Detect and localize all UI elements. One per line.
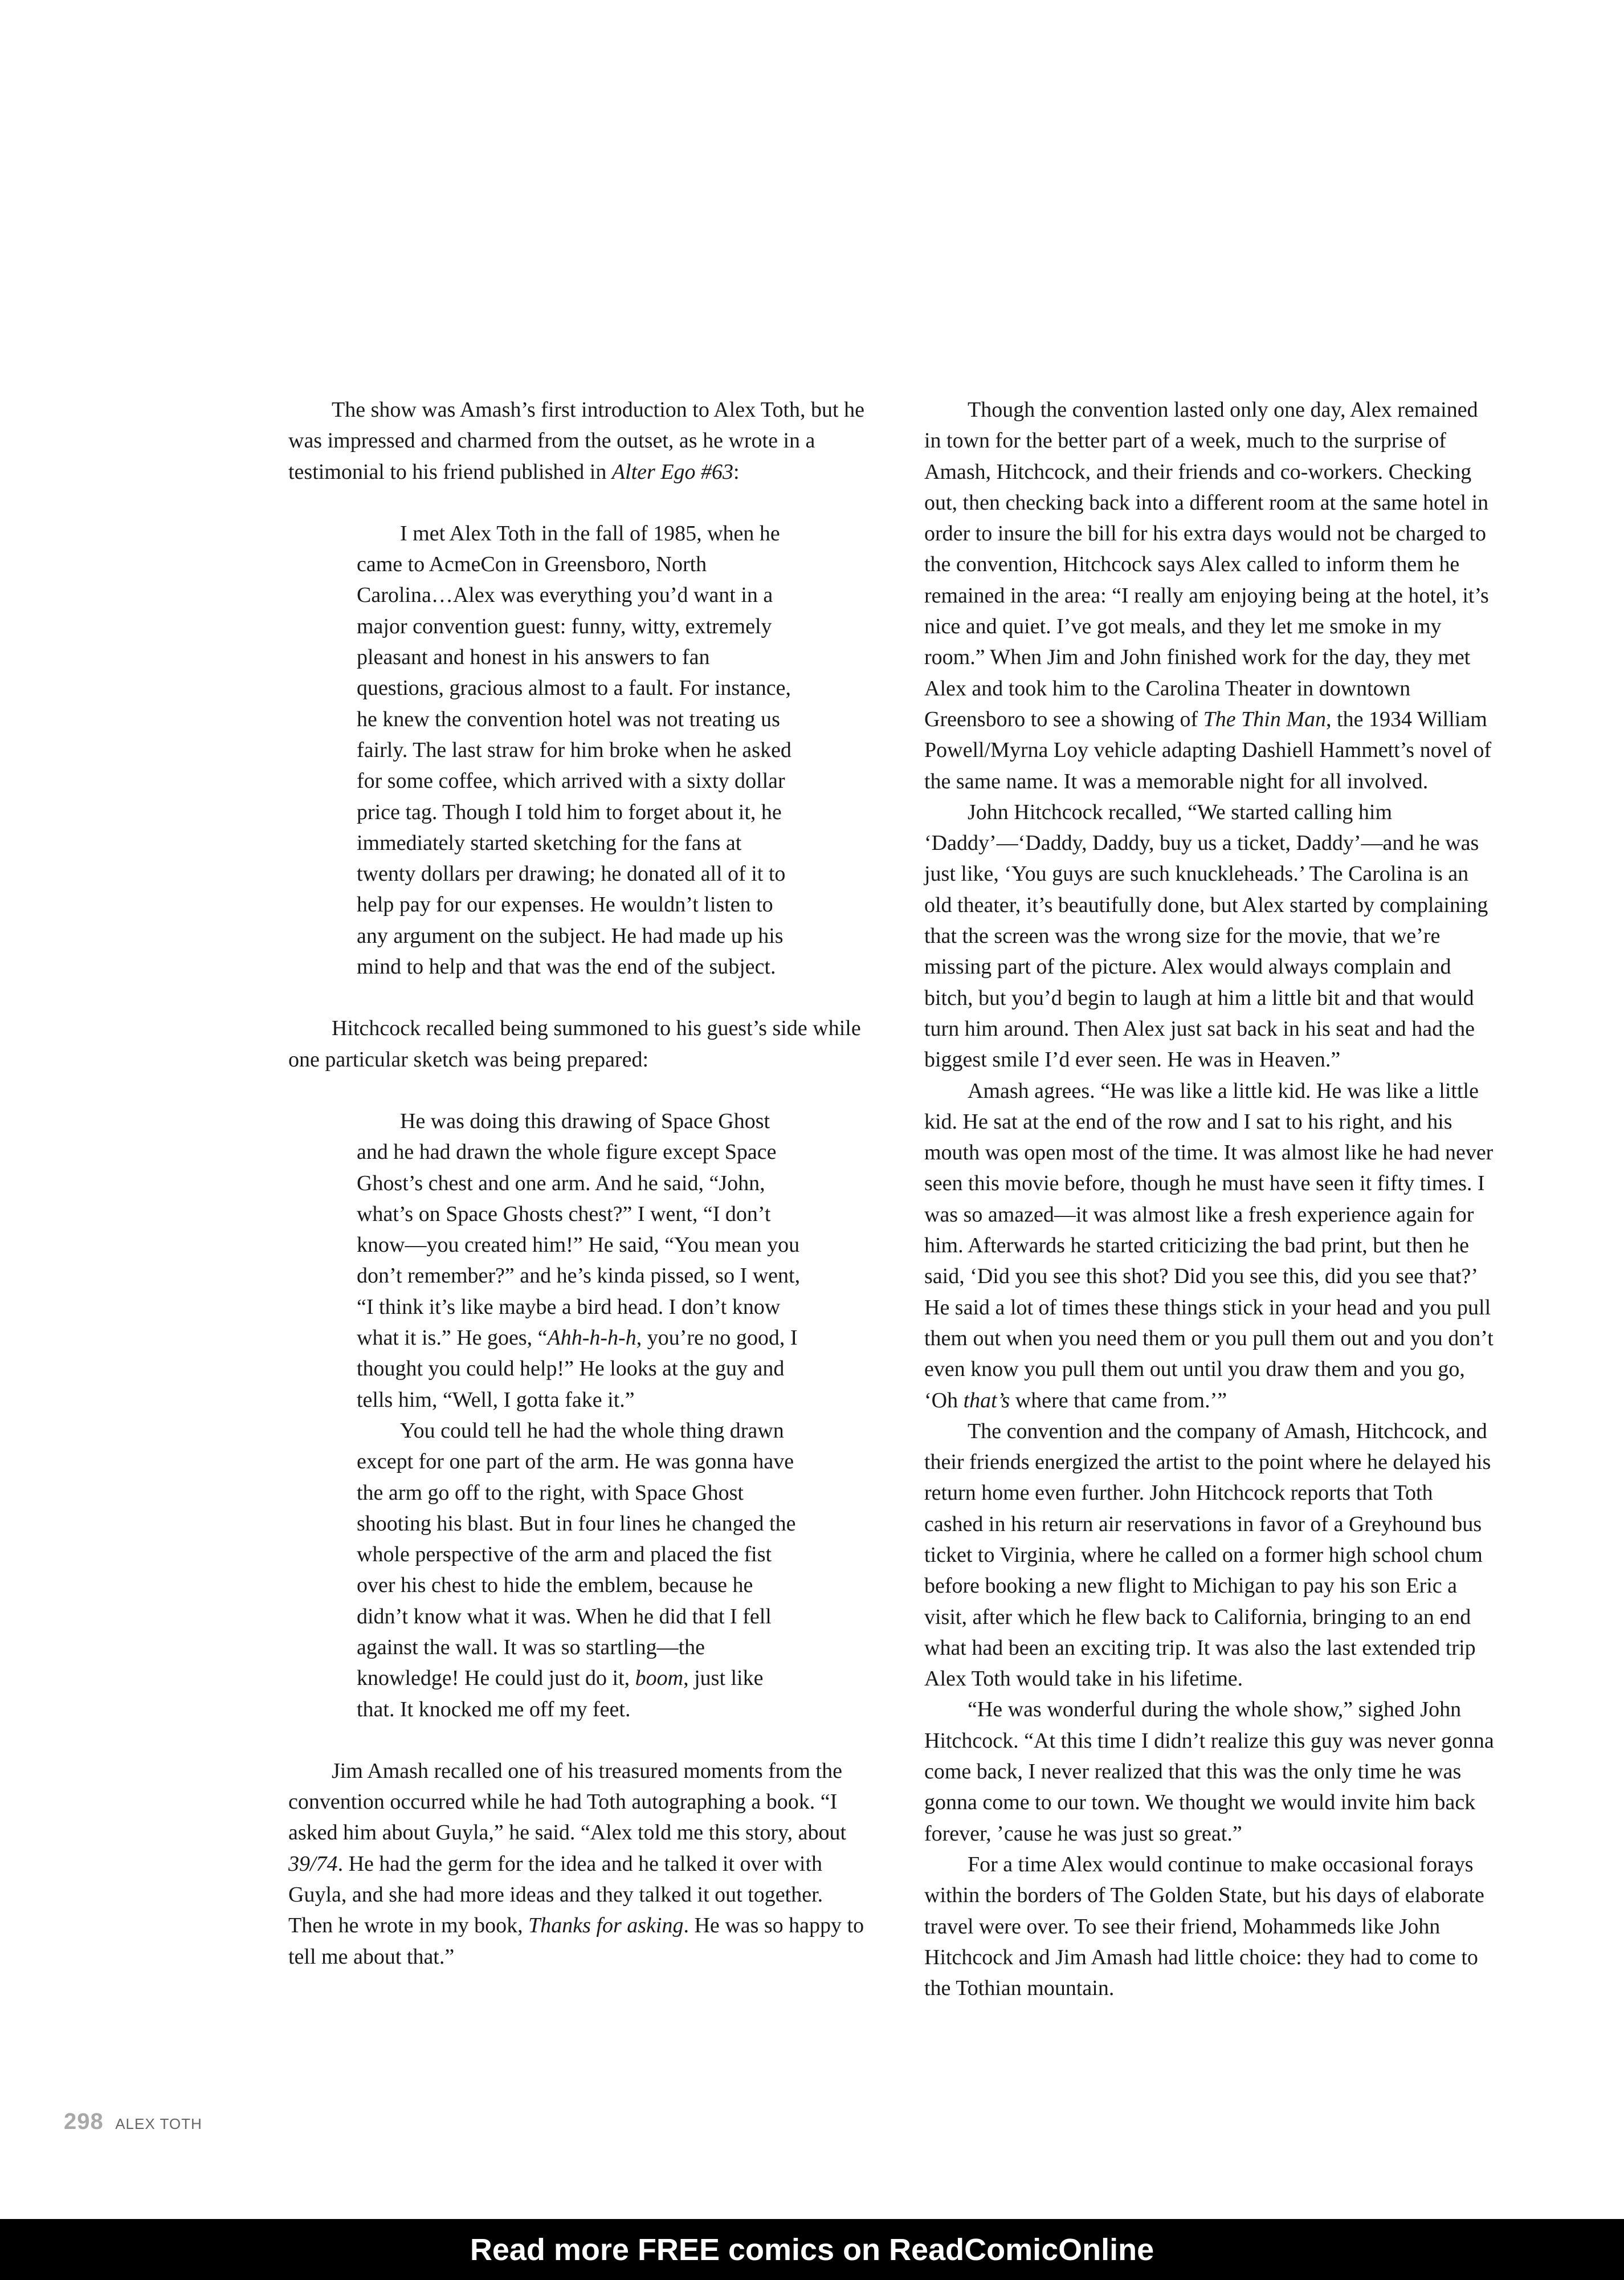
- right-column: [924, 394, 1494, 2004]
- paragraph: Hitchcock recalled being summoned to his guest’s side while one particular sketch was being prepared:: [288, 1016, 861, 1072]
- page-number: 298: [64, 2109, 104, 2134]
- paragraph: For a time Alex would continue to make occasional forays within the borders of The Golden State, but his days of elaborate travel were over. To see their friend, Mohammeds like John Hitchcock and Jim Amash had little choice: they had to come to the Tothian mountain.: [924, 1852, 1484, 2001]
- paragraph: John Hitchcock recalled, “We started calling him ‘Daddy’—‘Daddy, Daddy, buy us a ticket, Daddy’—and he was just like, ‘You guys are such knuckleheads.’ The Carolina is an old theater, it’s beautifully done, but Alex started by complaining that the screen was the wrong size for the movie, that we’re missing part of the picture. Alex would always complain and bitch, but you’d begin to laugh at him a little bit and that would turn him around. Then Alex just sat back in his seat and had the biggest smile I’d ever seen. He was in Heaven.”: [924, 800, 1488, 1072]
- paragraph: The show was Amash’s first introduction to Alex Toth, but he was impressed and charmed from the outset, as he wrote in a testimonial to his friend published in Alter Ego #63:: [288, 398, 864, 484]
- quote-paragraph: I met Alex Toth in the fall of 1985, when he came to AcmeCon in Greensboro, North Carolina…Alex was everything you’d want in a major convention guest: funny, witty, extremely pleasant and honest in his answers to fan questions, gracious almost to a fault. For instance, he knew the convention hotel was not treating us fairly. The last straw for him broke when he asked for some coffee, which arrived with a sixty dollar price tag. Though I told him to forget about it, he immediately started sketching for the fans at twenty dollars per drawing; he donated all of it to help pay for our expenses. He wouldn’t listen to any argument on the subject. He had made up his mind to help and that was the end of the subject.: [357, 521, 791, 979]
- page-folio: [64, 2109, 202, 2135]
- left-column: [288, 394, 870, 1972]
- promo-banner[interactable]: [0, 2219, 1624, 2280]
- paragraph: Amash agrees. “He was like a little kid. He was like a little kid. He sat at the end of the row and I sat to his right, and his mouth was open most of the time. It was almost like he had never seen this movie before, though he must have seen it fifty times. I was so amazed—it was almost like a fresh experience again for him. Afterwards he started criticizing the bad print, but then he said, ‘Did you see this shot? Did you see this, did you see that?’ He said a lot of times these things stick in your head and you pull them out when you need them or you pull them out and you don’t even know you pull them out until you draw them and you go, ‘Oh that’s where that came from.’”: [924, 1078, 1494, 1412]
- promo-banner-text[interactable]: Read more FREE comics on ReadComicOnline: [470, 2232, 1154, 2267]
- paragraph: Though the convention lasted only one day, Alex remained in town for the better part of a week, much to the surprise of Amash, Hitchcock, and their friends and co-workers. Checking out, then checking back into a different room at the same hotel in order to insure the bill for his extra days would not be charged to the convention, Hitchcock says Alex called to inform them he remained in the area: “I really am enjoying being at the hotel, it’s nice and quiet. I’ve got meals, and they let me smoke in my room.” When Jim and John finished work for the day, they met Alex and took him to the Carolina Theater in downtown Greensboro to see a showing of The Thin Man, the 1934 William Powell/Myrna Loy vehicle adapting Dashiell Hammett’s novel of the same name. It was a memorable night for all involved.: [924, 398, 1492, 793]
- paragraph: “He was wonderful during the whole show,” sighed John Hitchcock. “At this time I didn’t realize this guy was never gonna come back, I never realized that this was the only time he was gonna come to our town. We thought we would invite him back forever, ’cause he was just so great.”: [924, 1697, 1494, 1846]
- paragraph: The convention and the company of Amash, Hitchcock, and their friends energized the artist to the point where he delayed his return home even further. John Hitchcock reports that Toth cashed in his return air reservations in favor of a Greyhound bus ticket to Virginia, where he called on a former high school chum before booking a new flight to Michigan to pay his son Eric a visit, after which he flew back to California, bringing to an end what had been an exciting trip. It was also the last extended trip Alex Toth would take in his lifetime.: [924, 1419, 1491, 1691]
- quote-paragraph: You could tell he had the whole thing drawn except for one part of the arm. He was gonna have the arm go off to the right, with Space Ghost shooting his blast. But in four lines he changed the whole perspective of the arm and placed the fist over his chest to hide the emblem, because he didn’t know what it was. When he did that I fell against the wall. It was so startling—the knowledge! He could just do it, boom, just like that. It knocked me off my feet.: [357, 1418, 796, 1721]
- quote-paragraph: He was doing this drawing of Space Ghost and he had drawn the whole figure except Space Ghost’s chest and one arm. And he said, “John, what’s on Space Ghosts chest?” I went, “I don’t know—you created him!” He said, “You mean you don’t remember?” and he’s kinda pissed, so I went, “I think it’s like maybe a bird head. I don’t know what it is.” He goes, “Ahh-h-h-h, you’re no good, I thought you could help!” He looks at the guy and tells him, “Well, I gotta fake it.”: [357, 1109, 801, 1412]
- block-quote: [357, 1106, 801, 1725]
- paragraph: Jim Amash recalled one of his treasured moments from the convention occurred while he had Toth autographing a book. “I asked him about Guyla,” he said. “Alex told me this story, about 39/74. He had the germ for the idea and he talked it over with Guyla, and she had more ideas and they talked it out together. Then he wrote in my book, Thanks for asking. He was so happy to tell me about that.”: [288, 1758, 864, 1969]
- block-quote: [357, 518, 801, 982]
- running-title: ALEX TOTH: [115, 2115, 202, 2132]
